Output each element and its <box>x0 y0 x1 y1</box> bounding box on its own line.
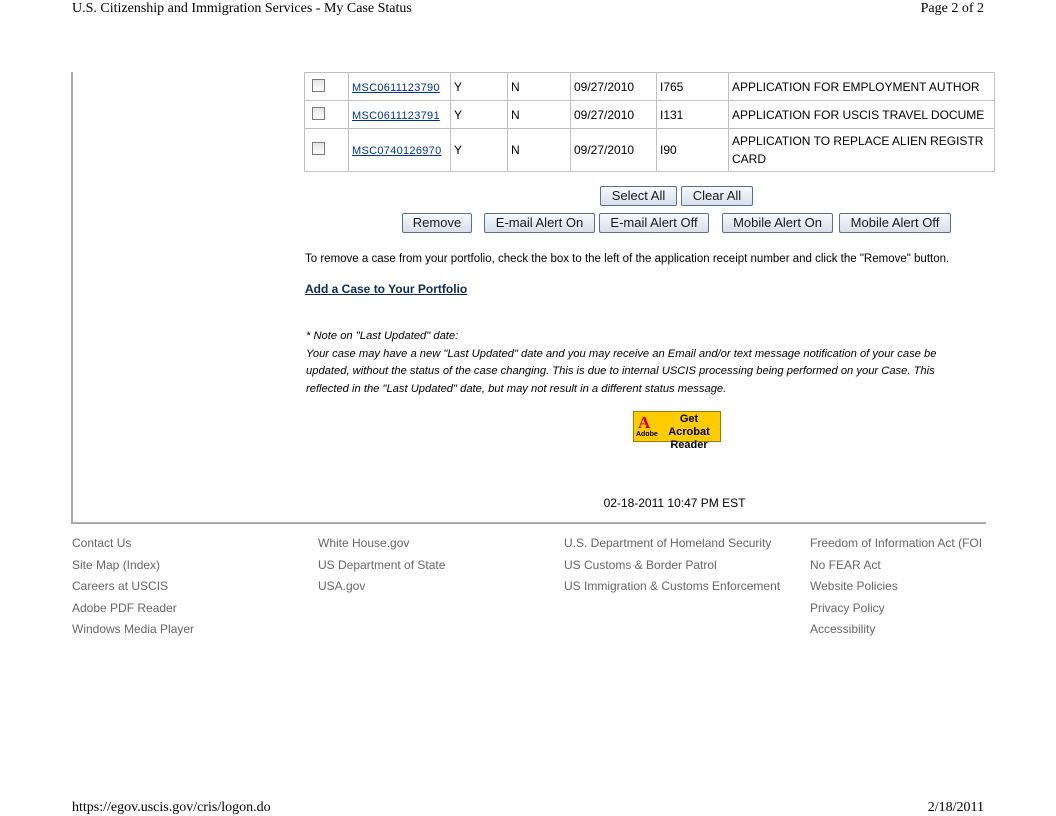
print-header-title: U.S. Citizenship and Immigration Services - My Case Status <box>72 1 412 16</box>
case-date: 09/27/2010 <box>571 129 657 172</box>
remove-button[interactable]: Remove <box>402 213 472 233</box>
receipt-number-link[interactable]: MSC0611123790 <box>352 81 440 94</box>
case-description: APPLICATION FOR USCIS TRAVEL DOCUME <box>729 101 995 129</box>
footer-link[interactable]: Website Policies <box>810 579 898 593</box>
footer-link[interactable]: Freedom of Information Act (FOI <box>810 536 983 550</box>
print-header-page: Page 2 of 2 <box>920 1 984 16</box>
footer-link[interactable]: Windows Media Player <box>72 622 195 636</box>
print-header <box>72 1 984 17</box>
remove-instructions: To remove a case from your portfolio, check the box to the left of the application receipt number and click the "Remove" button. <box>305 253 950 265</box>
case-flag-2: N <box>508 129 571 172</box>
footer-link[interactable]: Contact Us <box>72 536 132 550</box>
footer-link[interactable]: Site Map (Index) <box>72 557 161 572</box>
print-footer <box>72 800 984 816</box>
footer-link[interactable]: USA.gov <box>318 579 366 593</box>
note-text-line: reflected in the "Last Updated" date, but may not result in a different status message. <box>306 382 727 395</box>
receipt-number-link[interactable]: MSC0740126970 <box>352 145 442 157</box>
add-case-link[interactable]: Add a Case to Your Portfolio <box>305 282 468 296</box>
select-all-button[interactable]: Select All <box>600 186 677 206</box>
last-updated-note <box>306 328 1006 398</box>
footer-link[interactable]: U.S. Department of Homeland Security <box>564 536 772 550</box>
case-checkbox[interactable] <box>312 107 325 120</box>
case-date: 09/27/2010 <box>571 73 657 101</box>
case-flag-2: N <box>508 73 571 101</box>
mobile-alert-on-button[interactable]: Mobile Alert On <box>722 213 833 233</box>
page-timestamp: 02-18-2011 10:47 PM EST <box>603 496 746 510</box>
note-text-line: updated, without the status of the case changing. This is due to internal USCIS processing being performed on your Case. This <box>306 365 935 377</box>
adobe-logo-icon: A Adobe <box>634 412 660 441</box>
case-form: I131 <box>657 101 729 129</box>
table-row <box>305 73 995 101</box>
acrobat-badge-line2: Reader <box>670 439 708 451</box>
case-flag-1: Y <box>451 73 508 101</box>
site-footer <box>72 535 984 645</box>
footer-link[interactable]: US Immigration & Customs Enforcement <box>564 579 781 593</box>
print-footer-date: 2/18/2011 <box>927 800 984 815</box>
footer-link[interactable]: US Customs & Border Patrol <box>564 557 717 572</box>
mobile-alert-off-button[interactable]: Mobile Alert Off <box>839 213 951 233</box>
footer-column-2 <box>318 535 445 600</box>
case-flag-1: Y <box>451 101 508 129</box>
case-flag-2: N <box>508 101 571 129</box>
case-checkbox[interactable] <box>312 79 325 92</box>
footer-column-3 <box>564 535 780 600</box>
case-form: I765 <box>657 73 729 101</box>
case-date: 09/27/2010 <box>571 101 657 129</box>
footer-column-1 <box>72 535 194 643</box>
main-content-frame <box>71 72 986 524</box>
footer-column-4 <box>810 535 984 643</box>
footer-link[interactable]: Careers at USCIS <box>72 579 169 593</box>
footer-link[interactable]: Accessibility <box>810 622 876 636</box>
get-acrobat-reader-badge[interactable] <box>633 411 721 451</box>
case-description: APPLICATION TO REPLACE ALIEN REGISTR CARD <box>729 129 995 172</box>
receipt-number-link[interactable]: MSC0611123791 <box>352 109 440 122</box>
note-heading: * Note on "Last Updated" date: <box>306 330 459 342</box>
note-text-line: Your case may have a new "Last Updated" date and you may receive an Email and/or text message notification of your case be <box>306 347 937 360</box>
clear-all-button[interactable]: Clear All <box>681 186 753 206</box>
case-checkbox[interactable] <box>312 142 325 155</box>
table-row <box>305 129 995 172</box>
footer-link[interactable]: White House.gov <box>318 536 410 550</box>
email-alert-off-button[interactable]: E-mail Alert Off <box>599 213 709 233</box>
footer-link[interactable]: Adobe PDF Reader <box>72 600 177 615</box>
print-footer-url: https://egov.uscis.gov/cris/logon.do <box>72 800 271 815</box>
case-form: I90 <box>657 129 729 172</box>
footer-link[interactable]: US Department of State <box>318 557 446 572</box>
footer-link[interactable]: Privacy Policy <box>810 600 885 615</box>
case-table <box>304 72 995 172</box>
case-description: APPLICATION FOR EMPLOYMENT AUTHOR <box>729 73 995 101</box>
acrobat-badge-line1: Get Acrobat <box>668 413 710 438</box>
case-flag-1: Y <box>451 129 508 172</box>
table-row <box>305 101 995 129</box>
email-alert-on-button[interactable]: E-mail Alert On <box>484 213 595 233</box>
footer-link[interactable]: No FEAR Act <box>810 557 881 572</box>
